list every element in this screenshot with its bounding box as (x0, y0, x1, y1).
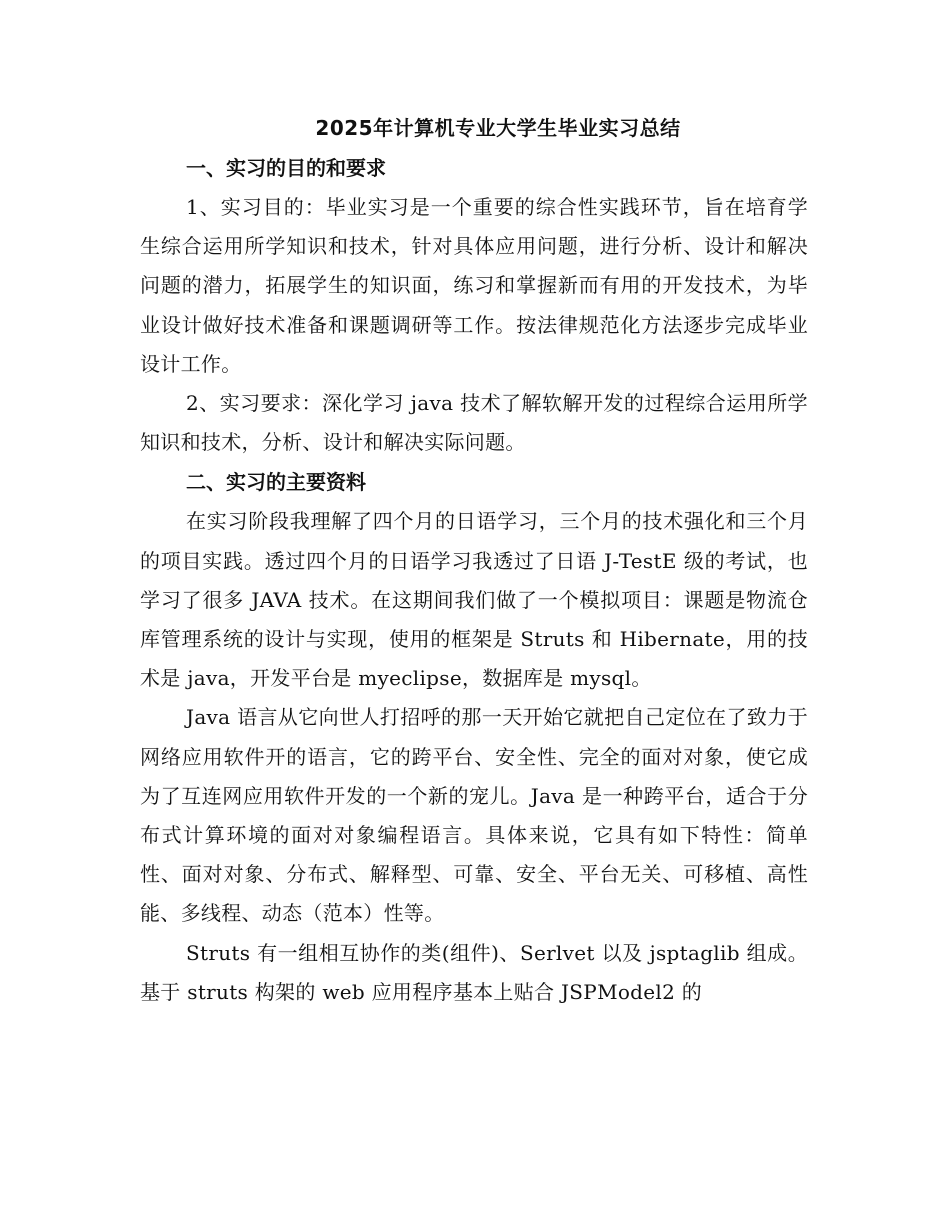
paragraph-requirements: 2、实习要求：深化学习 java 技术了解软解开发的过程综合运用所学知识和技术，分析、设计和解决实际问题。 (140, 391, 808, 455)
paragraph-struts: Struts 有一组相互协作的类(组件)、Serlvet 以及 jsptaglib 组成。基于 struts 构架的 web 应用程序基本上贴合 JSPModel2 的 (140, 940, 808, 1004)
paragraph-java: Java 语言从它向世人打招呼的那一天开始它就把自己定位在了致力于网络应用软件开的语言，它的跨平台、安全性、完全的面对对象，使它成为了互连网应用软件开发的一个新的宠儿。Java 是一种跨平台，适合于分布式计算环境的面对对象编程语言。具体来说，它具有如下特性：简单性、面对对象、分布式、解释型、可靠、安全、平台无关、可移植、高性能、多线程、动态（范本）性等。 (140, 705, 808, 926)
section-heading-content: 二、实习的主要资料 (186, 470, 366, 495)
paragraph-purpose: 1、实习目的：毕业实习是一个重要的综合性实践环节，旨在培育学生综合运用所学知识和技术，针对具体应用问题，进行分析、设计和解决问题的潜力，拓展学生的知识面，练习和掌握新而有用的开发技术，为毕业设计做好技术准备和课题调研等工作。按法律规范化方法逐步完成毕业设计工作。 (140, 195, 808, 376)
paragraph-internship-stages: 在实习阶段我理解了四个月的日语学习，三个月的技术强化和三个月的项目实践。透过四个月的日语学习我透过了日语 J-TestE 级的考试，也学习了很多 JAVA 技术。在这期间我们做了一个模拟项目：课题是物流仓库管理系统的设计与实现，使用的框架是 Struts 和 Hibernate，用的技术是 java，开发平台是 myeclipse，数据库是 mysql。 (140, 509, 808, 691)
document-body (140, 108, 808, 1012)
section-heading-purpose: 一、实习的目的和要求 (186, 156, 386, 180)
document-title: 2025年计算机专业大学生毕业实习总结 (315, 116, 681, 140)
